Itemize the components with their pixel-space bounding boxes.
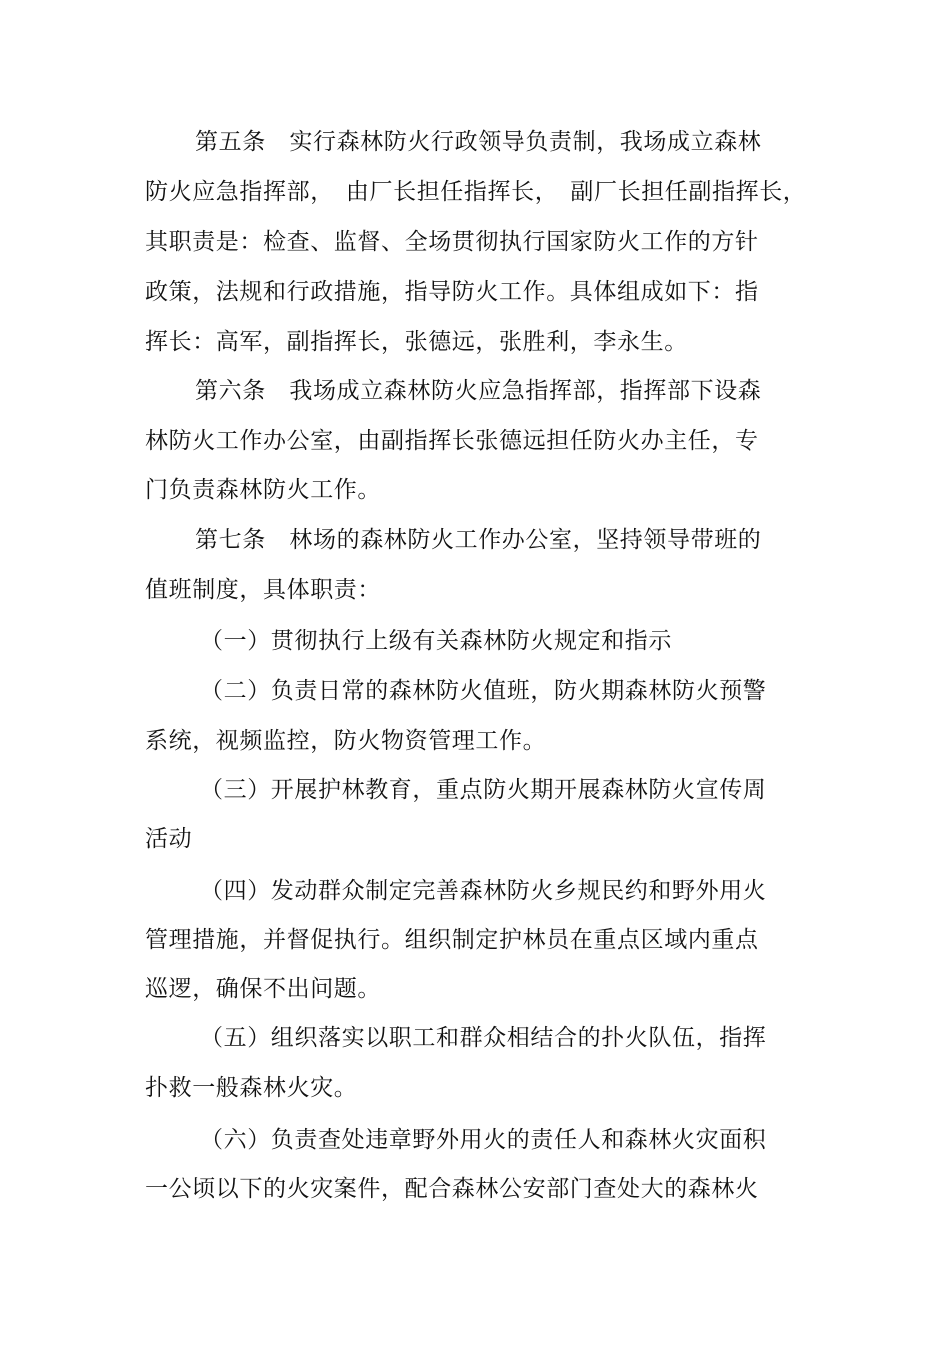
text-line: 政策，法规和行政措施，指导防火工作。具体组成如下：指 bbox=[145, 279, 759, 305]
text-line: 其职责是：检查、监督、全场贯彻执行国家防火工作的方针 bbox=[145, 229, 759, 255]
text-line: 挥长：高军，副指挥长，张德远，张胜利，李永生。 bbox=[145, 329, 688, 355]
text-line: 第七条 林场的森林防火工作办公室，坚持领导带班的 bbox=[195, 527, 762, 553]
text-line: 值班制度，具体职责： bbox=[145, 577, 381, 603]
text-line: 巡逻，确保不出问题。 bbox=[145, 976, 381, 1002]
text-line: 防火应急指挥部， 由厂长担任指挥长， 副厂长担任副指挥长， bbox=[145, 179, 807, 205]
text-line: 第五条 实行森林防火行政领导负责制，我场成立森林 bbox=[195, 129, 762, 155]
text-line: （六）负责查处违章野外用火的责任人和森林火灾面积 bbox=[200, 1127, 767, 1153]
text-line: 管理措施，并督促执行。组织制定护林员在重点区域内重点 bbox=[145, 927, 759, 953]
text-line: 活动 bbox=[145, 826, 193, 852]
text-line: 第六条 我场成立森林防火应急指挥部，指挥部下设森 bbox=[195, 378, 762, 404]
text-line: （一）贯彻执行上级有关森林防火规定和指示 bbox=[200, 628, 672, 654]
text-line: （二）负责日常的森林防火值班，防火期森林防火预警 bbox=[200, 678, 767, 704]
text-line: 一公顷以下的火灾案件，配合森林公安部门查处大的森林火 bbox=[145, 1176, 759, 1202]
text-line: 系统，视频监控，防火物资管理工作。 bbox=[145, 728, 547, 754]
text-line: 扑救一般森林火灾。 bbox=[145, 1075, 358, 1101]
text-line: （五）组织落实以职工和群众相结合的扑火队伍，指挥 bbox=[200, 1025, 767, 1051]
text-line: 门负责森林防火工作。 bbox=[145, 477, 381, 503]
text-line: 林防火工作办公室，由副指挥长张德远担任防火办主任，专 bbox=[145, 428, 759, 454]
text-line: （四）发动群众制定完善森林防火乡规民约和野外用火 bbox=[200, 878, 767, 904]
text-line: （三）开展护林教育，重点防火期开展森林防火宣传周 bbox=[200, 777, 767, 803]
